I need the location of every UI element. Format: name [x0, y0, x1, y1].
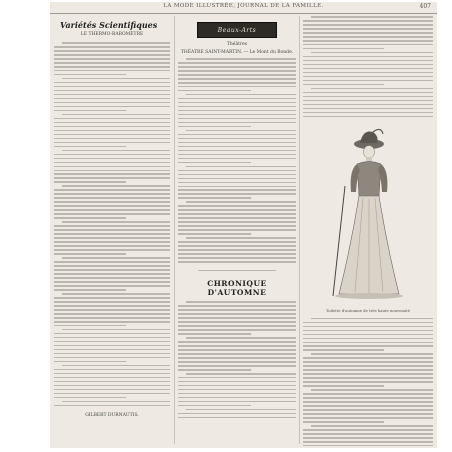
text-line	[62, 221, 170, 223]
text-line	[178, 333, 251, 335]
newspaper-page	[50, 2, 437, 448]
text-line	[178, 401, 296, 403]
section-banner	[197, 22, 277, 38]
text-line	[178, 205, 296, 207]
text-line	[303, 421, 384, 423]
text-line	[178, 405, 251, 407]
text-line	[303, 36, 433, 38]
text-line	[311, 389, 433, 391]
text-line	[178, 186, 296, 188]
text-line	[178, 82, 296, 84]
text-line	[54, 138, 170, 140]
text-line	[54, 385, 170, 387]
text-line	[54, 337, 170, 339]
text-line	[54, 265, 170, 267]
text-line	[178, 134, 296, 136]
article-subheading: LE THERMO-BAROMÈTRE	[80, 32, 144, 37]
text-line	[54, 118, 170, 120]
text-line	[54, 82, 170, 84]
text-line	[178, 357, 296, 359]
text-line	[178, 217, 296, 219]
text-line	[54, 289, 126, 291]
text-line	[178, 98, 296, 100]
text-line	[54, 177, 170, 179]
text-line	[303, 64, 433, 66]
column-3	[303, 16, 433, 446]
text-line	[303, 326, 433, 328]
text-line	[178, 146, 296, 148]
text-line	[186, 130, 296, 132]
text-line	[62, 257, 170, 259]
text-line	[186, 94, 296, 96]
text-line	[54, 158, 170, 160]
text-line	[54, 309, 170, 311]
text-block	[303, 318, 433, 446]
text-line	[54, 189, 170, 191]
text-line	[303, 28, 433, 30]
text-line	[54, 349, 170, 351]
text-line	[186, 301, 296, 303]
text-line	[186, 337, 296, 339]
text-line	[54, 305, 170, 307]
text-line	[54, 154, 170, 156]
text-line	[303, 76, 433, 78]
text-line	[54, 74, 126, 76]
text-line	[54, 201, 170, 203]
column-rule	[299, 16, 300, 444]
text-line	[54, 58, 170, 60]
text-block	[178, 58, 296, 265]
text-line	[303, 330, 433, 332]
text-line	[303, 381, 433, 383]
text-line	[54, 353, 170, 355]
text-line	[178, 325, 296, 327]
text-line	[54, 325, 126, 327]
text-line	[54, 357, 170, 359]
text-line	[54, 341, 170, 343]
text-line	[186, 201, 296, 203]
text-line	[178, 193, 296, 195]
text-line	[54, 142, 170, 144]
column-1	[54, 16, 170, 446]
text-line	[54, 277, 170, 279]
text-line	[54, 317, 170, 319]
text-line	[178, 150, 296, 152]
text-line	[178, 365, 296, 367]
text-line	[303, 56, 433, 58]
text-line	[303, 334, 433, 336]
text-line	[303, 429, 433, 431]
text-line	[54, 102, 170, 104]
text-line	[178, 257, 296, 259]
text-line	[311, 16, 433, 18]
text-line	[186, 58, 296, 60]
text-line	[54, 122, 170, 124]
text-line	[178, 106, 296, 108]
text-block	[54, 42, 170, 409]
text-line	[303, 445, 433, 446]
text-line	[178, 241, 296, 243]
text-line	[303, 345, 433, 347]
text-line	[303, 84, 384, 86]
column-rule	[174, 16, 175, 444]
text-line	[303, 112, 433, 114]
text-line	[54, 249, 170, 251]
text-line	[178, 138, 296, 140]
text-line	[54, 70, 170, 72]
text-line	[311, 425, 433, 427]
text-line	[54, 170, 170, 172]
text-block	[178, 301, 296, 421]
text-line	[54, 94, 170, 96]
text-line	[54, 233, 170, 235]
text-line	[303, 397, 433, 399]
text-line	[178, 118, 296, 120]
text-line	[303, 96, 433, 98]
text-line	[54, 269, 170, 271]
text-line	[54, 281, 170, 283]
text-line	[303, 441, 433, 443]
text-line	[54, 301, 170, 303]
text-line	[303, 417, 433, 419]
text-line	[54, 166, 170, 168]
text-line	[54, 389, 170, 391]
text-line	[303, 32, 433, 34]
text-line	[54, 373, 170, 375]
text-line	[178, 397, 296, 399]
text-line	[54, 229, 170, 231]
text-line	[178, 309, 296, 311]
text-line	[62, 42, 170, 44]
text-line	[62, 114, 170, 116]
text-line	[54, 86, 170, 88]
text-line	[303, 409, 433, 411]
text-line	[303, 413, 433, 415]
text-line	[178, 369, 251, 371]
text-line	[54, 130, 170, 132]
text-line	[54, 54, 170, 56]
text-line	[178, 417, 296, 419]
text-line	[178, 389, 296, 391]
text-line	[54, 405, 170, 407]
text-line	[178, 213, 296, 215]
text-line	[62, 365, 170, 367]
text-line	[303, 44, 433, 46]
text-line	[54, 345, 170, 347]
text-line	[303, 68, 433, 70]
text-line	[54, 245, 170, 247]
text-line	[186, 373, 296, 375]
text-line	[54, 213, 170, 215]
text-line	[178, 209, 296, 211]
text-line	[303, 405, 433, 407]
text-line	[62, 401, 170, 403]
text-line	[303, 365, 433, 367]
text-line	[186, 237, 296, 239]
text-line	[62, 293, 170, 295]
text-line	[54, 146, 126, 148]
text-line	[62, 150, 170, 152]
text-line	[178, 189, 296, 191]
text-line	[54, 285, 170, 287]
text-line	[178, 225, 296, 227]
text-line	[178, 62, 296, 64]
text-line	[303, 108, 433, 110]
text-line	[178, 385, 296, 387]
text-line	[178, 313, 296, 315]
text-line	[303, 48, 384, 50]
text-line	[178, 158, 296, 160]
text-line	[54, 62, 170, 64]
text-line	[54, 237, 170, 239]
text-line	[303, 80, 433, 82]
text-line	[54, 162, 170, 164]
text-line	[311, 52, 433, 54]
text-line	[178, 182, 296, 184]
text-line	[178, 233, 251, 235]
text-line	[311, 318, 433, 320]
text-line	[178, 261, 296, 263]
text-block	[303, 16, 433, 120]
text-line	[54, 273, 170, 275]
text-line	[178, 245, 296, 247]
text-line	[54, 205, 170, 207]
text-line	[303, 20, 433, 22]
text-line	[178, 110, 296, 112]
text-line	[54, 225, 170, 227]
text-line	[178, 329, 296, 331]
text-line	[54, 297, 170, 299]
text-line	[54, 173, 170, 175]
text-line	[178, 154, 296, 156]
text-line	[54, 197, 170, 199]
separator	[198, 270, 276, 271]
text-line	[186, 409, 296, 411]
text-line	[303, 377, 433, 379]
text-line	[303, 393, 433, 395]
text-line	[178, 345, 296, 347]
text-line	[303, 92, 433, 94]
text-line	[303, 373, 433, 375]
text-line	[178, 393, 296, 395]
text-line	[54, 46, 170, 48]
text-line	[178, 353, 296, 355]
page-number: 407	[419, 3, 431, 10]
text-line	[54, 217, 126, 219]
banner-title: Beaux-Arts	[217, 26, 257, 34]
text-line	[54, 134, 170, 136]
text-line	[303, 349, 384, 351]
text-line	[303, 72, 433, 74]
text-line	[178, 341, 296, 343]
text-line	[178, 361, 296, 363]
text-line	[178, 142, 296, 144]
text-line	[54, 193, 170, 195]
text-line	[62, 185, 170, 187]
text-line	[54, 333, 170, 335]
text-line	[303, 433, 433, 435]
text-line	[178, 317, 296, 319]
text-line	[178, 413, 296, 415]
text-line	[178, 253, 296, 255]
text-line	[178, 162, 251, 164]
text-line	[178, 229, 296, 231]
chronique-title: CHRONIQUE D'AUTOMNE	[207, 279, 267, 298]
text-line	[54, 377, 170, 379]
text-line	[62, 329, 170, 331]
text-line	[54, 126, 170, 128]
text-line	[178, 114, 296, 116]
text-line	[178, 321, 296, 323]
text-line	[178, 86, 296, 88]
text-line	[303, 437, 433, 439]
text-line	[54, 361, 126, 363]
text-line	[303, 24, 433, 26]
text-line	[303, 100, 433, 102]
journal-title: LA MODE ILLUSTRÉE, JOURNAL DE LA FAMILLE.	[163, 3, 324, 9]
section-heading: Théâtres	[226, 42, 248, 47]
text-line	[303, 401, 433, 403]
text-line	[54, 393, 170, 395]
text-line	[303, 322, 433, 324]
text-line	[178, 78, 296, 80]
text-line	[178, 377, 296, 379]
text-line	[54, 66, 170, 68]
text-line	[178, 102, 296, 104]
text-line	[178, 174, 296, 176]
text-line	[54, 98, 170, 100]
text-line	[311, 88, 433, 90]
text-line	[186, 166, 296, 168]
text-line	[178, 349, 296, 351]
text-line	[303, 357, 433, 359]
text-line	[303, 361, 433, 363]
text-line	[178, 122, 296, 124]
text-line	[178, 305, 296, 307]
text-line	[303, 40, 433, 42]
text-line	[54, 261, 170, 263]
text-line	[54, 209, 170, 211]
text-line	[54, 106, 170, 108]
text-line	[178, 381, 296, 383]
text-line	[54, 321, 170, 323]
text-line	[178, 249, 296, 251]
text-line	[54, 241, 170, 243]
section-title: Variétés Scientifiques	[60, 20, 158, 30]
text-line	[311, 353, 433, 355]
text-line	[54, 369, 170, 371]
text-line	[303, 338, 433, 340]
text-line	[303, 60, 433, 62]
figure-caption: Toilette d'automne de très haute nouveauté	[325, 307, 410, 313]
text-line	[54, 181, 126, 183]
text-line	[303, 369, 433, 371]
text-line	[54, 397, 126, 399]
text-line	[303, 116, 433, 118]
text-line	[54, 313, 170, 315]
text-line	[54, 253, 126, 255]
text-line	[178, 126, 251, 128]
text-line	[178, 74, 296, 76]
text-line	[178, 197, 251, 199]
page-header	[50, 2, 437, 14]
text-line	[303, 104, 433, 106]
text-line	[54, 381, 170, 383]
author-signature: GILBERT DURNAUTIS.	[85, 412, 139, 418]
fashion-illustration	[303, 126, 433, 304]
text-line	[178, 178, 296, 180]
text-line	[178, 170, 296, 172]
column-2	[178, 16, 296, 446]
text-line	[54, 50, 170, 52]
woman-figure-icon	[303, 126, 433, 304]
theatre-heading: THÉATRE SAINT-MARTIN. — Le Mont du Bonde.	[180, 50, 294, 55]
text-line	[178, 221, 296, 223]
text-line	[178, 66, 296, 68]
text-line	[54, 90, 170, 92]
text-line	[178, 70, 296, 72]
text-line	[303, 342, 433, 344]
text-line	[62, 78, 170, 80]
text-line	[303, 385, 384, 387]
text-line	[54, 110, 126, 112]
text-line	[178, 90, 251, 92]
